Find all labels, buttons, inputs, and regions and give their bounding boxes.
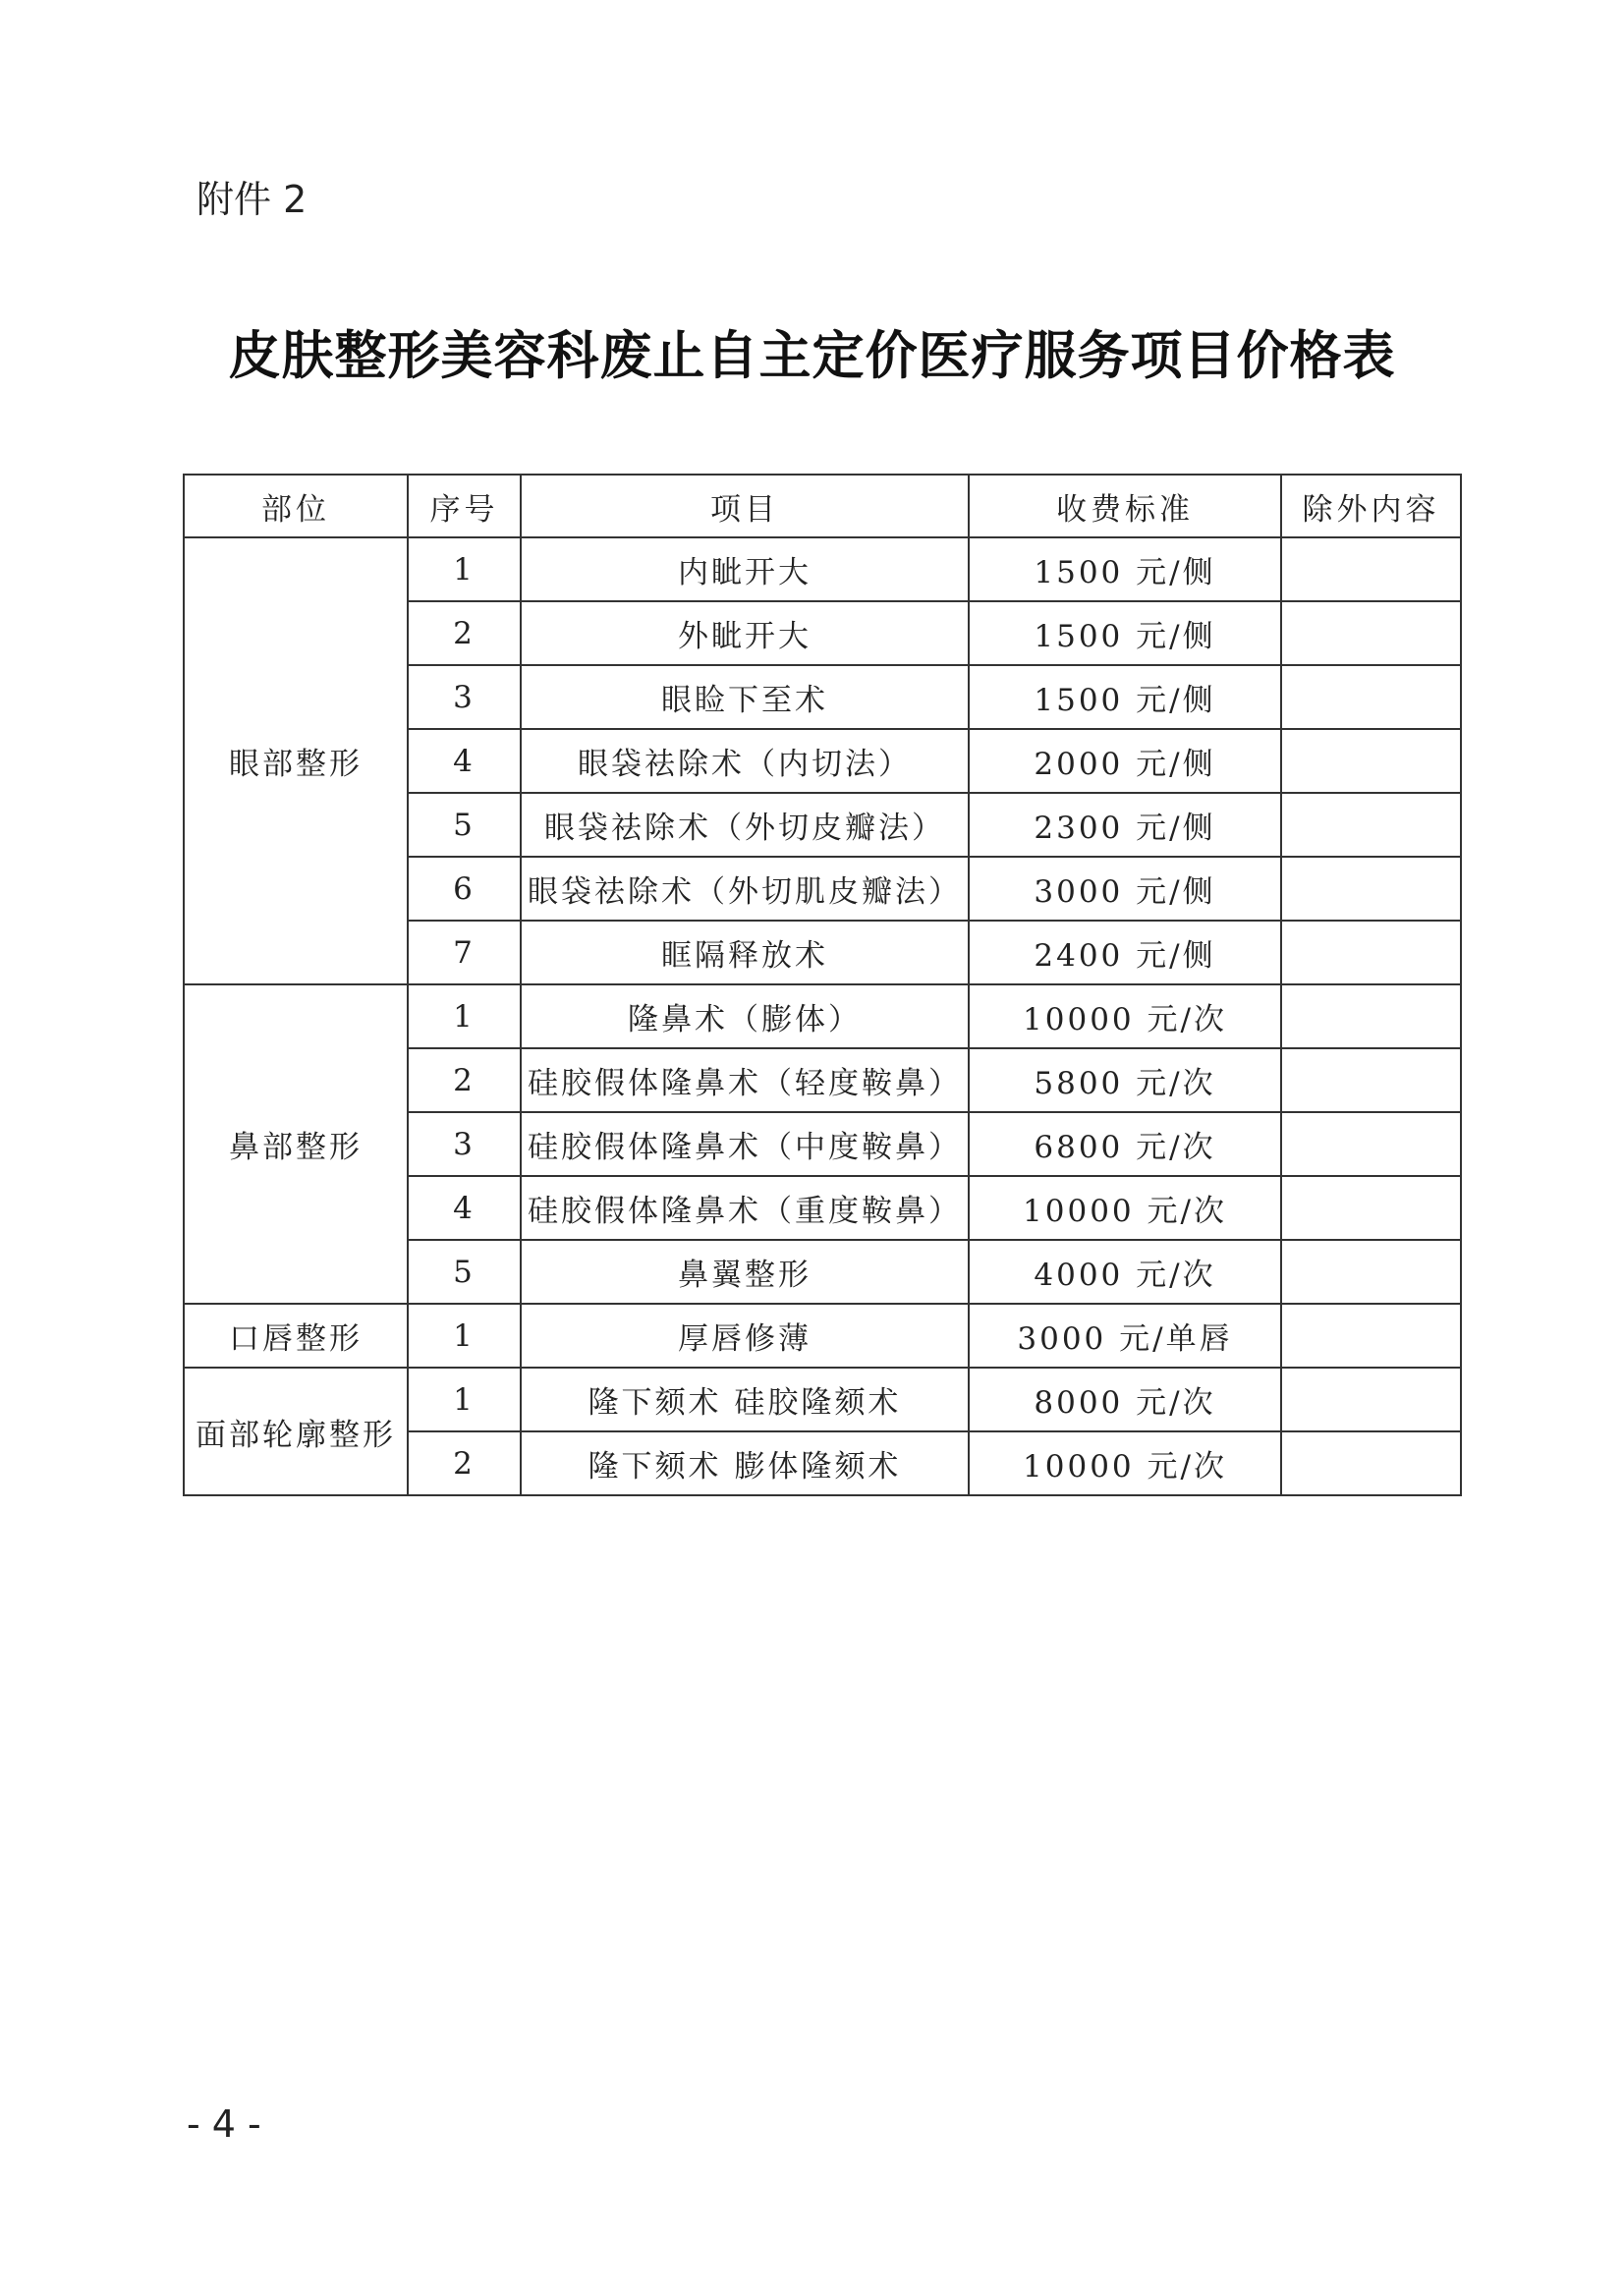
row-number: 3 [408, 665, 521, 729]
table-row [184, 537, 1461, 601]
item-name: 外眦开大 [521, 601, 969, 665]
item-name: 眼袋祛除术（内切法） [521, 729, 969, 793]
price: 3000 元/单唇 [969, 1304, 1281, 1368]
item-name: 硅胶假体隆鼻术（轻度鞍鼻） [521, 1048, 969, 1112]
part-cell: 口唇整形 [184, 1304, 408, 1368]
excluded-content [1281, 601, 1461, 665]
part-cell: 眼部整形 [184, 537, 408, 984]
price: 2000 元/侧 [969, 729, 1281, 793]
row-number: 4 [408, 1176, 521, 1240]
price: 2300 元/侧 [969, 793, 1281, 857]
item-name: 隆下颏术 硅胶隆颏术 [521, 1368, 969, 1431]
price: 3000 元/侧 [969, 857, 1281, 921]
item-name: 眶隔释放术 [521, 921, 969, 984]
item-name: 厚唇修薄 [521, 1304, 969, 1368]
column-header-part: 部位 [184, 475, 408, 537]
column-header-price: 收费标准 [969, 475, 1281, 537]
row-number: 5 [408, 793, 521, 857]
excluded-content [1281, 1368, 1461, 1431]
table-header-row [184, 475, 1461, 537]
item-name: 硅胶假体隆鼻术（重度鞍鼻） [521, 1176, 969, 1240]
column-header-number: 序号 [408, 475, 521, 537]
excluded-content [1281, 1048, 1461, 1112]
price: 10000 元/次 [969, 1431, 1281, 1495]
row-number: 2 [408, 601, 521, 665]
excluded-content [1281, 984, 1461, 1048]
price: 2400 元/侧 [969, 921, 1281, 984]
item-name: 隆下颏术 膨体隆颏术 [521, 1431, 969, 1495]
item-name: 眼睑下至术 [521, 665, 969, 729]
row-number: 4 [408, 729, 521, 793]
part-cell: 面部轮廓整形 [184, 1368, 408, 1495]
price: 5800 元/次 [969, 1048, 1281, 1112]
excluded-content [1281, 537, 1461, 601]
item-name: 隆鼻术（膨体） [521, 984, 969, 1048]
excluded-content [1281, 1431, 1461, 1495]
part-cell: 鼻部整形 [184, 984, 408, 1304]
item-name: 内眦开大 [521, 537, 969, 601]
price: 6800 元/次 [969, 1112, 1281, 1176]
item-name: 硅胶假体隆鼻术（中度鞍鼻） [521, 1112, 969, 1176]
excluded-content [1281, 1304, 1461, 1368]
row-number: 1 [408, 984, 521, 1048]
table-row [184, 984, 1461, 1048]
price: 8000 元/次 [969, 1368, 1281, 1431]
row-number: 2 [408, 1431, 521, 1495]
excluded-content [1281, 921, 1461, 984]
row-number: 6 [408, 857, 521, 921]
excluded-content [1281, 1176, 1461, 1240]
excluded-content [1281, 665, 1461, 729]
item-name: 眼袋祛除术（外切皮瓣法） [521, 793, 969, 857]
row-number: 1 [408, 537, 521, 601]
price: 10000 元/次 [969, 1176, 1281, 1240]
excluded-content [1281, 1240, 1461, 1304]
table-row [184, 1304, 1461, 1368]
price: 4000 元/次 [969, 1240, 1281, 1304]
price-table [183, 474, 1462, 1496]
excluded-content [1281, 729, 1461, 793]
column-header-excluded: 除外内容 [1281, 475, 1461, 537]
item-name: 眼袋祛除术（外切肌皮瓣法） [521, 857, 969, 921]
row-number: 2 [408, 1048, 521, 1112]
row-number: 5 [408, 1240, 521, 1304]
row-number: 1 [408, 1304, 521, 1368]
price: 10000 元/次 [969, 984, 1281, 1048]
column-header-item: 项目 [521, 475, 969, 537]
excluded-content [1281, 793, 1461, 857]
table-row [184, 1368, 1461, 1431]
attachment-label: 附件 2 [196, 178, 308, 221]
item-name: 鼻翼整形 [521, 1240, 969, 1304]
page-title: 皮肤整形美容科废止自主定价医疗服务项目价格表 [228, 325, 1396, 386]
price: 1500 元/侧 [969, 665, 1281, 729]
price: 1500 元/侧 [969, 537, 1281, 601]
excluded-content [1281, 1112, 1461, 1176]
row-number: 1 [408, 1368, 521, 1431]
price: 1500 元/侧 [969, 601, 1281, 665]
excluded-content [1281, 857, 1461, 921]
page-number: - 4 - [187, 2102, 261, 2146]
row-number: 7 [408, 921, 521, 984]
row-number: 3 [408, 1112, 521, 1176]
